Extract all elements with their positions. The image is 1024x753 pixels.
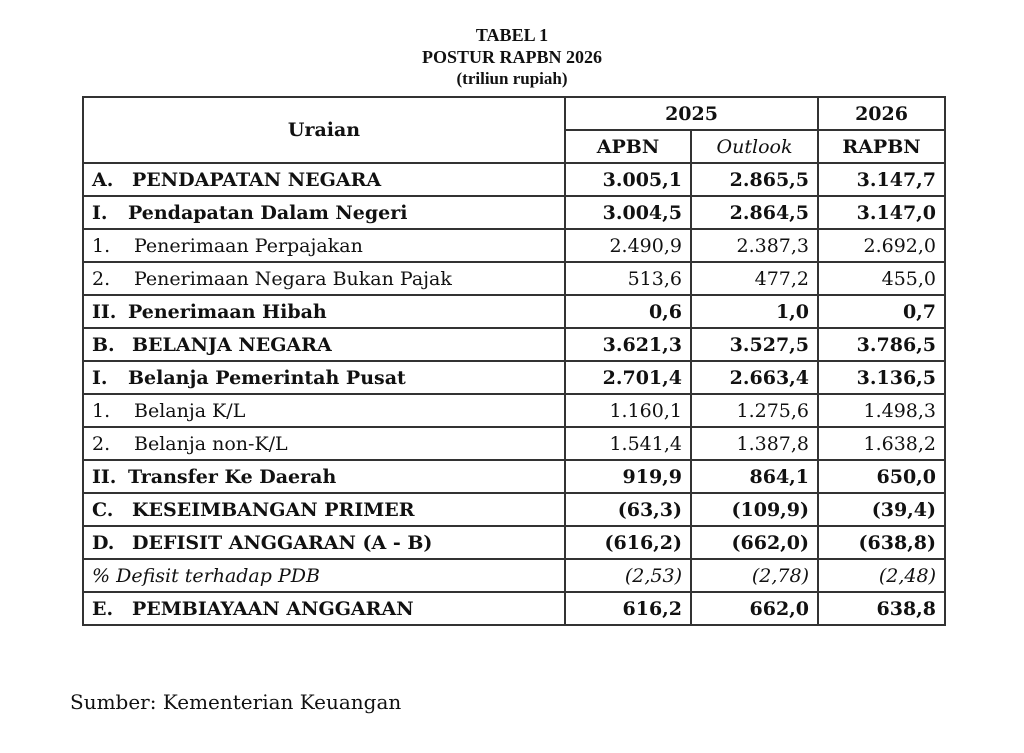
row-label: Pendapatan Dalam Negeri	[128, 201, 408, 224]
cell-rapbn: 1.638,2	[818, 427, 945, 460]
row-label: KESEIMBANGAN PRIMER	[132, 498, 415, 521]
cell-rapbn: 0,7	[818, 295, 945, 328]
table-row	[83, 592, 945, 625]
cell-outlook: 3.527,5	[691, 328, 818, 361]
cell-apbn: (616,2)	[565, 526, 691, 559]
header-apbn: APBN	[565, 130, 691, 163]
cell-outlook: 477,2	[691, 262, 818, 295]
cell-outlook: 2.864,5	[691, 196, 818, 229]
row-code: E.	[92, 597, 114, 620]
cell-outlook: (2,78)	[691, 559, 818, 592]
header-year-2025: 2025	[565, 97, 818, 130]
header-rapbn: RAPBN	[818, 130, 945, 163]
cell-rapbn: (638,8)	[818, 526, 945, 559]
cell-outlook: (109,9)	[691, 493, 818, 526]
cell-apbn: 513,6	[565, 262, 691, 295]
cell-outlook: 1.275,6	[691, 394, 818, 427]
source-note: Sumber: Kementerian Keuangan	[70, 690, 402, 714]
table-row	[83, 394, 945, 427]
cell-apbn: (63,3)	[565, 493, 691, 526]
cell-outlook: 1.387,8	[691, 427, 818, 460]
header-uraian: Uraian	[83, 97, 565, 163]
cell-outlook: 1,0	[691, 295, 818, 328]
table-row	[83, 460, 945, 493]
cell-apbn: 0,6	[565, 295, 691, 328]
postur-rapbn-table	[82, 96, 946, 626]
table-number: TABEL 1	[475, 25, 549, 45]
cell-apbn: 3.621,3	[565, 328, 691, 361]
cell-rapbn: (39,4)	[818, 493, 945, 526]
cell-rapbn: 650,0	[818, 460, 945, 493]
cell-apbn: 2.490,9	[565, 229, 691, 262]
cell-outlook: (662,0)	[691, 526, 818, 559]
table-row	[83, 526, 945, 559]
cell-outlook: 662,0	[691, 592, 818, 625]
table-title: POSTUR RAPBN 2026	[421, 47, 602, 67]
cell-apbn: 616,2	[565, 592, 691, 625]
row-code: I.	[92, 366, 108, 389]
cell-apbn: (2,53)	[565, 559, 691, 592]
table-row	[83, 163, 945, 196]
cell-outlook: 2.387,3	[691, 229, 818, 262]
table-row	[83, 196, 945, 229]
row-label: DEFISIT ANGGARAN (A - B)	[132, 531, 433, 554]
cell-rapbn: 3.786,5	[818, 328, 945, 361]
table-row	[83, 262, 945, 295]
table-row	[83, 361, 945, 394]
row-code: 1.	[92, 399, 111, 422]
row-code: I.	[92, 201, 108, 224]
row-code: 2.	[92, 267, 111, 290]
row-label: Penerimaan Hibah	[128, 300, 327, 323]
row-code: C.	[92, 498, 114, 521]
row-label: BELANJA NEGARA	[132, 333, 332, 356]
row-label: Belanja K/L	[134, 399, 246, 422]
table-row	[83, 328, 945, 361]
row-label: Penerimaan Perpajakan	[134, 234, 363, 257]
table-row	[83, 229, 945, 262]
cell-rapbn: 2.692,0	[818, 229, 945, 262]
row-code: A.	[92, 168, 114, 191]
header-outlook: Outlook	[691, 130, 818, 163]
table-row	[83, 295, 945, 328]
row-label: Belanja Pemerintah Pusat	[128, 366, 406, 389]
table-unit: (triliun rupiah)	[456, 69, 568, 88]
cell-rapbn: 3.147,7	[818, 163, 945, 196]
cell-rapbn: 638,8	[818, 592, 945, 625]
table-row	[83, 493, 945, 526]
cell-rapbn: 455,0	[818, 262, 945, 295]
cell-apbn: 2.701,4	[565, 361, 691, 394]
cell-rapbn: 1.498,3	[818, 394, 945, 427]
row-label: Transfer Ke Daerah	[128, 465, 337, 488]
cell-rapbn: 3.136,5	[818, 361, 945, 394]
row-code: 2.	[92, 432, 111, 455]
cell-outlook: 2.663,4	[691, 361, 818, 394]
row-label: PENDAPATAN NEGARA	[132, 168, 382, 191]
row-label: Penerimaan Negara Bukan Pajak	[134, 267, 452, 290]
row-code: D.	[92, 531, 115, 554]
cell-rapbn: 3.147,0	[818, 196, 945, 229]
table-title-block	[0, 24, 1024, 90]
cell-apbn: 3.004,5	[565, 196, 691, 229]
cell-outlook: 864,1	[691, 460, 818, 493]
row-label: % Defisit terhadap PDB	[92, 564, 320, 587]
row-code: 1.	[92, 234, 111, 257]
cell-apbn: 919,9	[565, 460, 691, 493]
cell-apbn: 3.005,1	[565, 163, 691, 196]
table-row	[83, 427, 945, 460]
row-label: Belanja non-K/L	[134, 432, 288, 455]
cell-apbn: 1.160,1	[565, 394, 691, 427]
header-year-2026: 2026	[818, 97, 945, 130]
row-label: PEMBIAYAAN ANGGARAN	[132, 597, 414, 620]
cell-apbn: 1.541,4	[565, 427, 691, 460]
cell-outlook: 2.865,5	[691, 163, 818, 196]
row-code: II.	[92, 300, 117, 323]
row-code: B.	[92, 333, 115, 356]
table-row	[83, 559, 945, 592]
cell-rapbn: (2,48)	[818, 559, 945, 592]
row-code: II.	[92, 465, 117, 488]
